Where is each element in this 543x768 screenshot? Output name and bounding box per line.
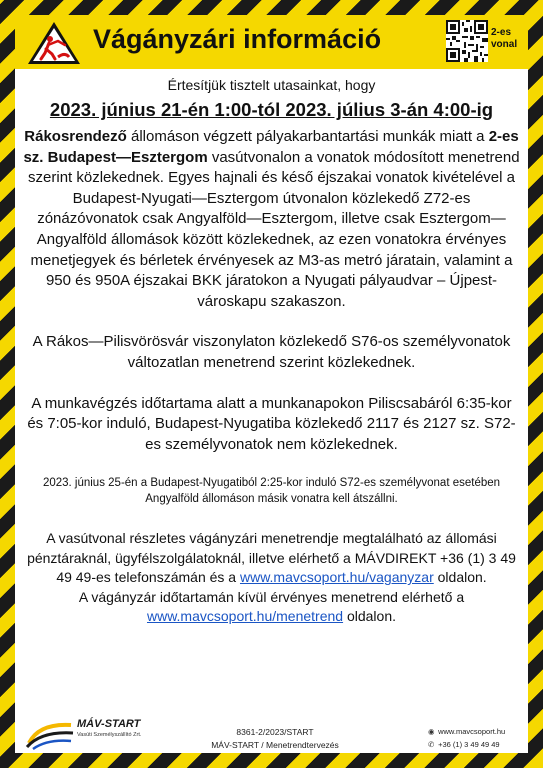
paragraph-s72-cancelled: A munkavégzés időtartama alatt a munkanapokon Piliscsabáról 6:35-kor és 7:05-kor induló, Budapest-Nyugatiba közlekedő 2117 és 2127 sz. S72-es személyvonatok nem közlekednek.	[27, 394, 516, 453]
roadworks-worker-icon	[25, 19, 83, 67]
closure-dates: 2023. június 21-én 1:00-tól 2023. július 3-án 4:00-ig	[49, 99, 494, 120]
notice-body	[23, 75, 520, 627]
line-label: 2-es vonal	[491, 27, 518, 50]
intro-text: Értesítjük tisztelt utasainkat, hogy	[167, 77, 376, 93]
station-name: Rákosrendező	[24, 128, 127, 145]
line-name: 2-es sz. Budapest—Esztergom	[23, 128, 519, 166]
paragraph-main-text-1: állomáson végzett pályakarbantartási munkák miatt a	[126, 128, 489, 145]
contact-block	[428, 725, 528, 751]
logo-text: MÁV-START	[77, 718, 141, 730]
paragraph-main-text-2: vasútvonalon a vonatok módosított menetrend szerint közlekednek. Egyes hajnali és késő éjszakai vonatok kivételével a Budapest-Nyugati—Esztergom útvonalon közlekedő Z72-es zónázóvonatok csak Angyalföld—Esztergom, illetve csak Esztergom—Angyalföld állomások között közlekednek, az ezen vonatokra érvényes menetjegyek és bérletek érvényesek az M3-as metró járatain, valamint a 950 és 950A éjszakai BKK járatokon a Nyugati pályaudvar – Újpest-városkapu szakaszon.	[28, 148, 520, 310]
regular-timetable-text-1: A vágányzár időtartamán kívül érvényes menetrend elérhető a	[78, 588, 465, 605]
footer	[15, 715, 528, 753]
timetable-info-text-1: A vasútvonal részletes vágányzári menetrendje megtalálható az állomási pénztáraknál, ügyfélszolgálatoknál, illetve elérhető a MÁVDIREKT +36 (1) 3 49 49 49-es telefonszámán és a	[27, 530, 516, 586]
logo-subtitle: Vasúti Személyszállító Zrt.	[77, 732, 142, 738]
page-title: Vágányzári információ	[93, 24, 382, 54]
vaganyzar-link[interactable]: www.mavcsoport.hu/vaganyzar	[239, 569, 434, 586]
reference-number: 8361-2/2023/START	[236, 727, 314, 737]
phone-icon: ✆	[428, 740, 435, 749]
timetable-info-text-2: oldalon.	[433, 569, 487, 586]
contact-phone[interactable]: +36 (1) 3 49 49 49	[438, 740, 500, 749]
menetrend-link[interactable]: www.mavcsoport.hu/menetrend	[146, 608, 344, 625]
notice-panel	[15, 15, 528, 753]
reference-block	[185, 726, 365, 752]
mav-start-logo	[25, 717, 75, 751]
paragraph-timetable-info	[23, 529, 520, 588]
paragraph-regular-timetable	[23, 588, 520, 627]
paragraph-s76: A Rákos—Pilisvörösvár viszonylaton közlekedő S76-os személyvonatok változatlan menetrend szerint közlekednek.	[32, 333, 511, 371]
qr-code-icon[interactable]	[446, 20, 488, 62]
paragraph-main	[23, 127, 520, 312]
paragraph-transfer: 2023. június 25-én a Budapest-Nyugatiból 2:25-kor induló S72-es személyvonat esetében Angyalföld állomáson másik vonatra kell átszállni.	[42, 477, 501, 506]
globe-icon: ◉	[428, 727, 435, 736]
header-bar	[15, 15, 528, 69]
reference-department: MÁV-START / Menetrendtervezés	[211, 740, 339, 750]
regular-timetable-text-2: oldalon.	[343, 608, 397, 625]
contact-website[interactable]: www.mavcsoport.hu	[438, 727, 506, 736]
